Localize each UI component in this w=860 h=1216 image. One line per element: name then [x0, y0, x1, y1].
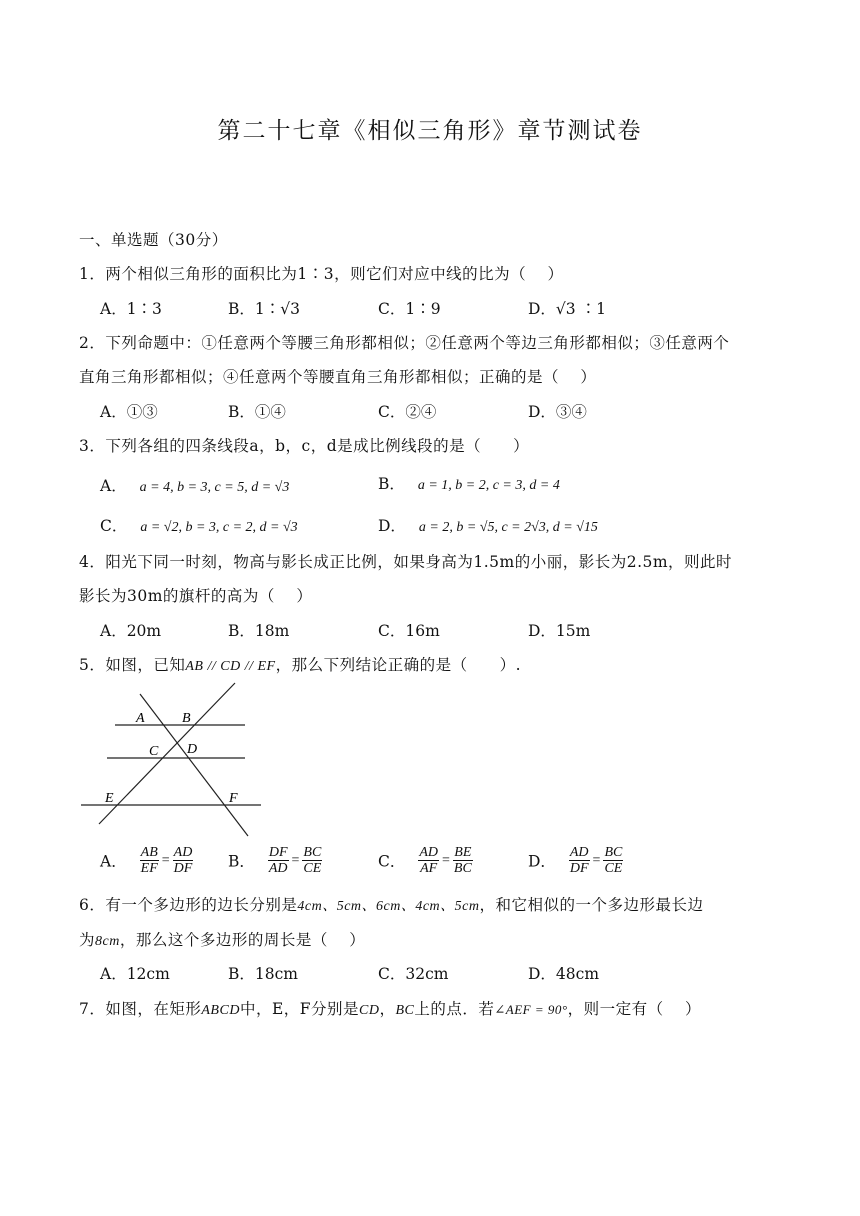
q3-option-c-expr: a = √2, b = 3, c = 2, d = √3	[140, 520, 298, 535]
fig-label-f: F	[229, 791, 238, 806]
q5a-eq: =	[161, 852, 170, 868]
q6-stem1-math: 4cm、5cm、6cm、4cm、5cm	[297, 899, 480, 914]
q5c-den1: AF	[420, 861, 438, 876]
q6-option-b[interactable]: B．18cm	[228, 965, 298, 983]
q5d-den2: CE	[604, 861, 623, 876]
q5c-den2: BC	[453, 861, 472, 876]
q5-option-d[interactable]	[528, 845, 623, 876]
q5b-num1: DF	[268, 845, 288, 860]
q5-option-b[interactable]	[228, 845, 322, 876]
q7-stem-m4: ∠AEF = 90°	[494, 1002, 568, 1017]
question-2-stem-line2: 直角三角形都相似；④任意两个等腰直角三角形都相似；正确的是（ ）	[79, 368, 597, 386]
q5-option-a-label: A．	[100, 852, 127, 871]
q5-figure-parallel-lines	[75, 678, 275, 838]
q4-option-a[interactable]: A．20m	[100, 622, 162, 640]
q5a-den2: DF	[173, 861, 193, 876]
q7-stem-post: ，则一定有（ ）	[567, 1000, 702, 1018]
q3-option-d-label: D．	[378, 517, 406, 535]
q1-option-a[interactable]: A．1∶3	[100, 300, 162, 318]
q1-option-b[interactable]: B．1∶√3	[228, 300, 300, 318]
q5b-eq: =	[291, 852, 300, 868]
q7-stem-mid2: 上的点．若	[414, 1000, 495, 1018]
q1-option-d[interactable]: D．√3 ∶1	[528, 300, 606, 318]
q5d-eq: =	[592, 852, 601, 868]
q3-option-a-label: A．	[100, 477, 127, 495]
q3-option-a[interactable]	[100, 474, 289, 496]
q7-stem-m1: ABCD	[201, 1003, 240, 1018]
q5b-den1: AD	[268, 861, 288, 876]
fig-label-e: E	[105, 791, 114, 806]
q2-option-a[interactable]: A．①③	[100, 403, 158, 421]
q6-stem2-math: 8cm	[95, 934, 120, 949]
q5-option-c-label: C．	[378, 852, 406, 871]
q3-option-d[interactable]	[378, 514, 598, 536]
q5c-num1: AD	[419, 845, 438, 860]
q3-option-b-label: B．	[378, 475, 405, 493]
question-4-stem-line1: 4．阳光下同一时刻，物高与影长成正比例，如果身高为1.5m的小丽，影长为2.5m，则此时	[79, 553, 733, 571]
q5a-num1: AB	[140, 845, 158, 860]
page-title: 第二十七章《相似三角形》章节测试卷	[217, 118, 643, 144]
q5c-num2: BE	[454, 845, 472, 860]
q5-stem-pre: 5．如图，已知	[79, 656, 186, 674]
q6-option-a[interactable]: A．12cm	[100, 965, 170, 983]
q5d-num1: AD	[569, 845, 589, 860]
q6-option-c[interactable]: C．32cm	[378, 965, 449, 983]
q3-option-c[interactable]	[100, 514, 298, 536]
q5a-den1: EF	[140, 861, 158, 876]
question-7-stem	[79, 997, 701, 1019]
q6-stem2-pre: 为	[79, 931, 96, 949]
q5-option-b-label: B．	[228, 852, 255, 871]
q2-option-d[interactable]: D．③④	[528, 403, 587, 421]
fig-label-a: A	[136, 711, 145, 726]
q5c-eq: =	[441, 852, 450, 868]
q3-option-b[interactable]	[378, 472, 560, 494]
q5d-num2: BC	[604, 845, 623, 860]
q5d-den1: DF	[569, 861, 589, 876]
q4-option-d[interactable]: D．15m	[528, 622, 591, 640]
q4-option-b[interactable]: B．18m	[228, 622, 290, 640]
q6-option-d[interactable]: D．48cm	[528, 965, 600, 983]
q5a-num2: AD	[173, 845, 193, 860]
question-5-stem	[79, 653, 521, 675]
q7-stem-mid: 中，E，F分别是	[239, 1000, 360, 1018]
q5-stem-post: ，那么下列结论正确的是（ ）.	[275, 656, 522, 674]
q7-stem-sep: ，	[379, 1000, 396, 1018]
question-3-stem: 3．下列各组的四条线段a，b，c，d是成比例线段的是（ ）	[79, 437, 530, 455]
section-heading: 一、单选题（30分）	[79, 231, 228, 249]
q5-option-a[interactable]	[100, 845, 193, 876]
q5-option-d-label: D．	[528, 852, 556, 871]
q5b-den2: CE	[303, 861, 322, 876]
q1-option-c[interactable]: C．1∶9	[378, 300, 441, 318]
question-4-stem-line2: 影长为30m的旗杆的高为（ ）	[79, 587, 313, 605]
transversal-2	[99, 683, 235, 824]
question-6-stem-line1	[79, 893, 704, 915]
fig-label-b: B	[182, 711, 191, 726]
q7-stem-m3: BC	[395, 1003, 415, 1018]
q3-option-b-expr: a = 1, b = 2, c = 3, d = 4	[417, 478, 560, 493]
fig-label-c: C	[149, 744, 159, 759]
fig-label-d: D	[187, 742, 198, 757]
q7-stem-pre: 7．如图，在矩形	[79, 1000, 202, 1018]
q5b-num2: BC	[303, 845, 322, 860]
q3-option-d-expr: a = 2, b = √5, c = 2√3, d = √15	[418, 520, 598, 535]
question-1-stem: 1．两个相似三角形的面积比为1∶3，则它们对应中线的比为（ ）	[79, 265, 564, 283]
q6-stem1-pre: 6．有一个多边形的边长分别是	[79, 896, 298, 914]
q6-stem2-post: ，那么这个多边形的周长是（ ）	[119, 931, 366, 949]
q2-option-b[interactable]: B．①④	[228, 403, 286, 421]
q5-stem-math: AB // CD // EF	[185, 659, 276, 674]
q5-option-c[interactable]	[378, 845, 473, 876]
q7-stem-m2: CD	[359, 1003, 380, 1018]
q4-option-c[interactable]: C．16m	[378, 622, 440, 640]
q3-option-c-label: C．	[100, 517, 128, 535]
q3-option-a-expr: a = 4, b = 3, c = 5, d = √3	[139, 480, 290, 495]
question-2-stem-line1: 2．下列命题中：①任意两个等腰三角形都相似；②任意两个等边三角形都相似；③任意两个	[79, 334, 730, 352]
q6-stem1-post: ，和它相似的一个多边形最长边	[479, 896, 704, 914]
question-6-stem-line2	[79, 928, 365, 950]
q2-option-c[interactable]: C．②④	[378, 403, 437, 421]
